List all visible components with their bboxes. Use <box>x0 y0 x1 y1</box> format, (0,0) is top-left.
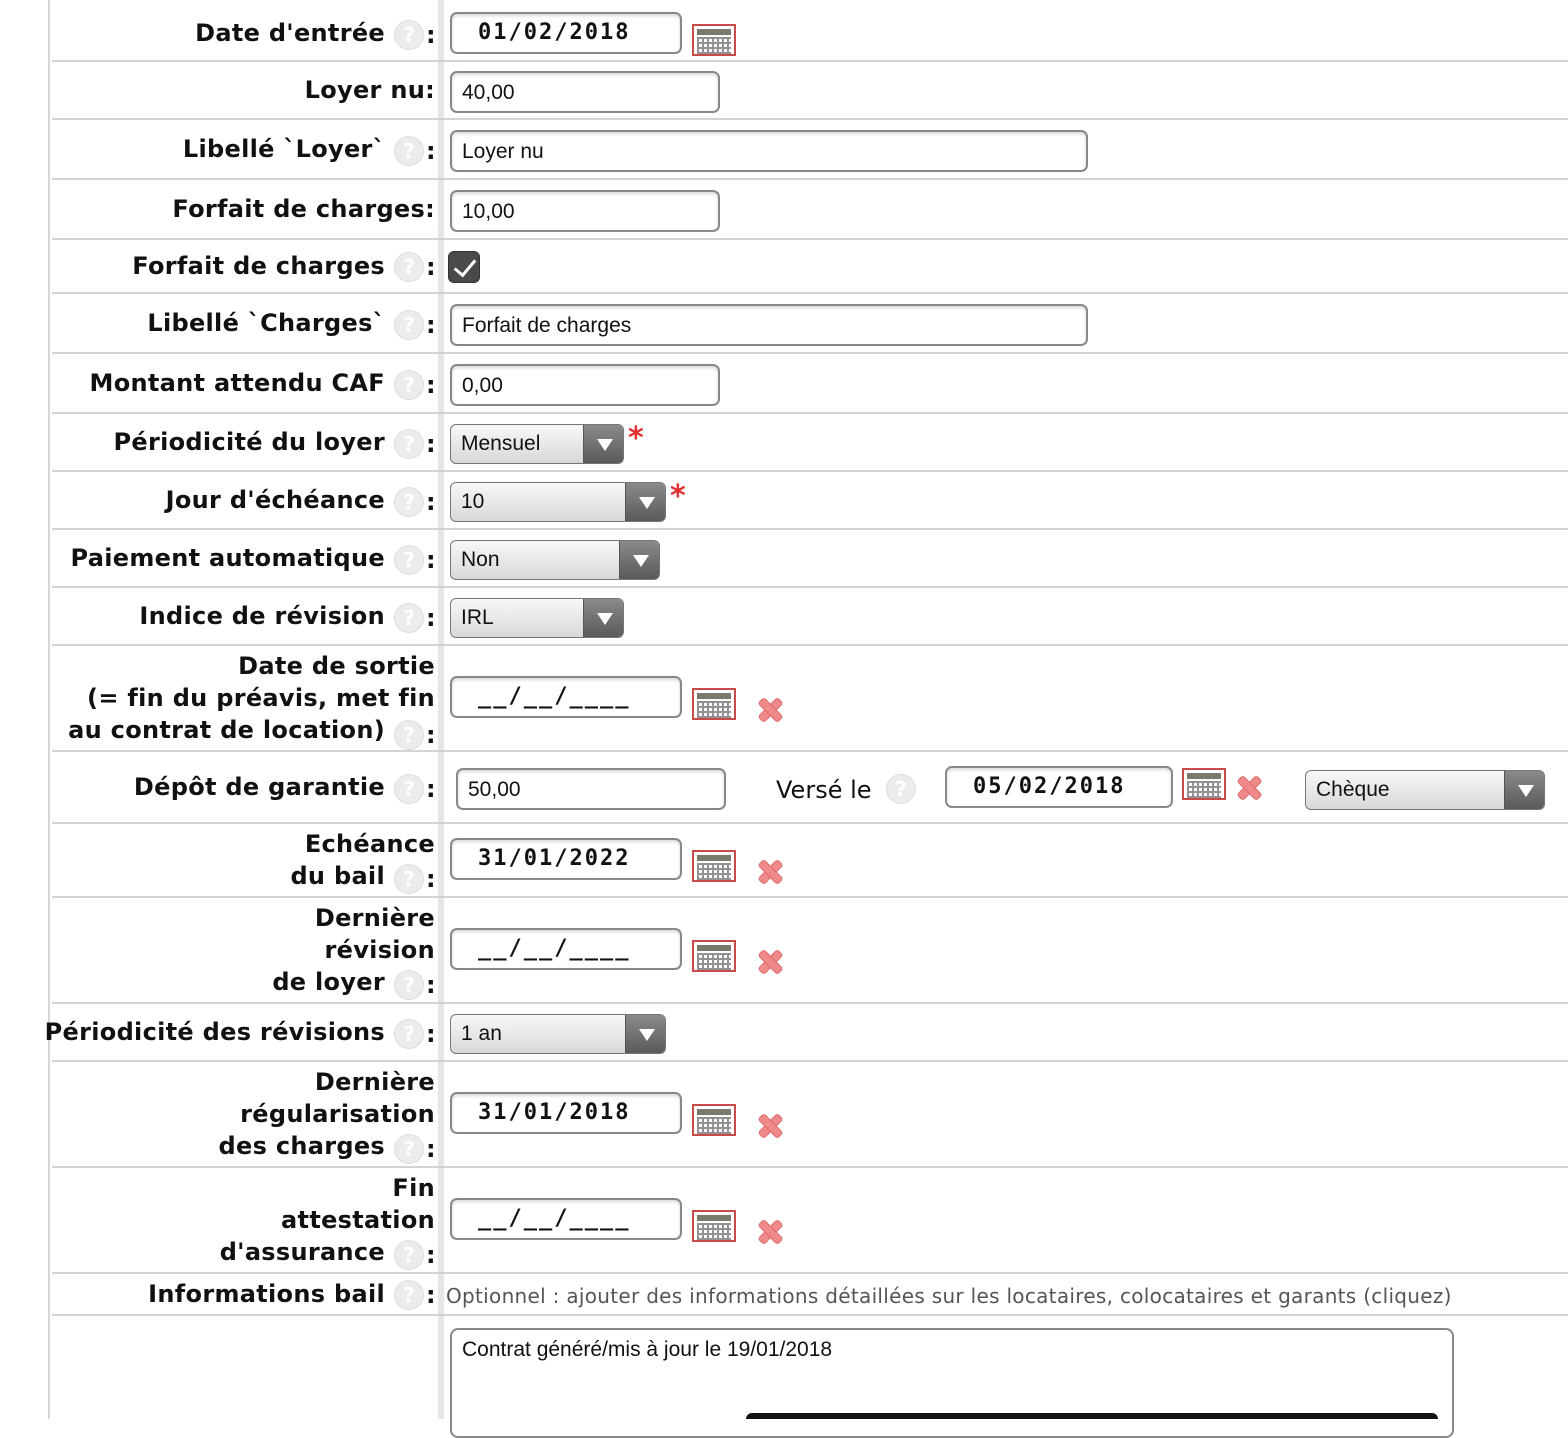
label-colon: : <box>426 865 436 893</box>
echeance-bail-input[interactable]: 31/01/2022 <box>450 838 682 880</box>
label-colon: : <box>426 488 436 516</box>
date-sortie-input[interactable]: __/__/____ <box>450 676 682 718</box>
row-fin-assurance <box>52 1168 1568 1274</box>
label-colon: : <box>426 775 436 803</box>
help-icon[interactable]: ? <box>394 20 424 50</box>
dropdown-arrow-icon <box>625 1015 665 1053</box>
row-derniere-revision <box>52 898 1568 1004</box>
label-libelle-charges: Libellé `Charges` <box>147 309 385 337</box>
help-icon[interactable]: ? <box>394 1134 424 1164</box>
label-colon: : <box>426 1020 436 1048</box>
label-jour-echeance: Jour d'échéance <box>165 486 385 514</box>
label-forfait-charges-montant: Forfait de charges: <box>172 195 435 223</box>
label-colon: : <box>426 137 436 165</box>
label-colon: : <box>426 721 436 749</box>
label-fin-assurance: Fin attestation d'assurance <box>219 1174 435 1266</box>
jour-echeance-select[interactable] <box>450 482 666 522</box>
label-colon: : <box>426 546 436 574</box>
help-icon[interactable]: ? <box>394 1280 424 1310</box>
help-icon[interactable]: ? <box>886 774 916 804</box>
label-colon: : <box>426 1241 436 1269</box>
row-forfait-charges-check <box>52 240 1568 294</box>
row-forfait-charges-montant <box>52 180 1568 240</box>
notes-text: Contrat généré/mis à jour le 19/01/2018 <box>462 1338 833 1361</box>
depot-garantie-input[interactable]: 50,00 <box>456 768 726 810</box>
label-colon: : <box>426 371 436 399</box>
derniere-revision-input[interactable]: __/__/____ <box>450 928 682 970</box>
paiement-auto-select[interactable] <box>450 540 660 580</box>
label-colon: : <box>426 1281 436 1309</box>
help-icon[interactable]: ? <box>394 603 424 633</box>
fin-assurance-input[interactable]: __/__/____ <box>450 1198 682 1240</box>
select-value: Mensuel <box>461 432 541 455</box>
label-periodicite-revisions: Périodicité des révisions <box>44 1018 385 1046</box>
help-icon[interactable]: ? <box>394 252 424 282</box>
label-libelle-loyer: Libellé `Loyer` <box>182 135 385 163</box>
row-date-entree <box>52 6 1568 62</box>
notes-textarea[interactable] <box>450 1328 1454 1438</box>
label-derniere-regul: Dernière régularisation des charges <box>218 1068 435 1160</box>
derniere-regul-input[interactable]: 31/01/2018 <box>450 1092 682 1134</box>
overlay-bar <box>746 1413 1438 1419</box>
montant-caf-input[interactable]: 0,00 <box>450 364 720 406</box>
forfait-charges-checkbox[interactable] <box>448 251 480 283</box>
calendar-icon[interactable] <box>692 688 736 720</box>
libelle-loyer-input[interactable]: Loyer nu <box>450 130 1088 172</box>
row-libelle-loyer <box>52 120 1568 180</box>
row-derniere-regul <box>52 1062 1568 1168</box>
clear-icon[interactable] <box>1235 774 1261 800</box>
row-periodicite-loyer <box>52 414 1568 472</box>
libelle-charges-input[interactable]: Forfait de charges <box>450 304 1088 346</box>
row-libelle-charges <box>52 294 1568 354</box>
clear-icon[interactable] <box>756 948 782 974</box>
row-informations-bail <box>52 1274 1568 1316</box>
left-border <box>48 0 50 1419</box>
label-colon: : <box>426 971 436 999</box>
calendar-icon[interactable] <box>692 850 736 882</box>
row-depot-garantie <box>52 752 1568 824</box>
help-icon[interactable]: ? <box>394 1019 424 1049</box>
help-icon[interactable]: ? <box>394 720 424 750</box>
calendar-icon[interactable] <box>1182 768 1226 800</box>
label-date-sortie: Date de sortie (= fin du préavis, met fin au contrat de location) <box>68 652 435 744</box>
help-icon[interactable]: ? <box>394 487 424 517</box>
row-jour-echeance <box>52 472 1568 530</box>
row-loyer-nu <box>52 62 1568 120</box>
verse-le-date-input[interactable]: 05/02/2018 <box>945 766 1173 808</box>
indice-revision-select[interactable] <box>450 598 624 638</box>
dropdown-arrow-icon <box>583 599 623 637</box>
label-colon: : <box>426 1135 436 1163</box>
row-periodicite-revisions <box>44 1004 1568 1062</box>
label-loyer-nu: Loyer nu: <box>304 76 435 104</box>
label-colon: : <box>426 311 436 339</box>
clear-icon[interactable] <box>756 1112 782 1138</box>
help-icon[interactable]: ? <box>394 429 424 459</box>
help-icon[interactable]: ? <box>394 1240 424 1270</box>
select-value: 1 an <box>461 1022 502 1045</box>
date-entree-input[interactable]: 01/02/2018 <box>450 12 682 54</box>
help-icon[interactable]: ? <box>394 970 424 1000</box>
calendar-icon[interactable] <box>692 1104 736 1136</box>
label-forfait-charges-check: Forfait de charges <box>132 252 385 280</box>
row-paiement-auto <box>52 530 1568 588</box>
calendar-icon[interactable] <box>692 24 736 56</box>
help-icon[interactable]: ? <box>394 370 424 400</box>
select-value: Chèque <box>1316 778 1390 801</box>
forfait-charges-input[interactable]: 10,00 <box>450 190 720 232</box>
clear-icon[interactable] <box>756 696 782 722</box>
label-colon: : <box>426 430 436 458</box>
label-montant-caf: Montant attendu CAF <box>89 369 385 397</box>
calendar-icon[interactable] <box>692 1210 736 1242</box>
help-icon[interactable]: ? <box>394 774 424 804</box>
label-indice-revision: Indice de révision <box>139 602 385 630</box>
loyer-nu-input[interactable]: 40,00 <box>450 71 720 113</box>
select-value: IRL <box>461 606 494 629</box>
label-colon: : <box>426 253 436 281</box>
row-montant-caf <box>52 354 1568 414</box>
verse-le-label: Versé le <box>776 776 872 804</box>
help-icon[interactable]: ? <box>394 310 424 340</box>
informations-bail-link[interactable]: Optionnel : ajouter des informations détaillées sur les locataires, colocataires et garants (cliquez) <box>446 1284 1452 1308</box>
label-derniere-revision: Dernière révision de loyer <box>272 904 435 996</box>
dropdown-arrow-icon <box>583 425 623 463</box>
select-value: 10 <box>461 490 485 513</box>
row-indice-revision <box>52 588 1568 646</box>
select-value: Non <box>461 548 500 571</box>
clear-icon[interactable] <box>756 1218 782 1244</box>
periodicite-loyer-select[interactable] <box>450 424 624 464</box>
help-icon[interactable]: ? <box>394 136 424 166</box>
dropdown-arrow-icon <box>1504 771 1544 809</box>
label-paiement-auto: Paiement automatique <box>70 544 385 572</box>
required-marker: * <box>670 479 686 514</box>
row-date-sortie <box>52 646 1568 752</box>
dropdown-arrow-icon <box>619 541 659 579</box>
clear-icon[interactable] <box>756 858 782 884</box>
label-echeance-bail: Echéance du bail <box>290 830 435 890</box>
label-informations-bail: Informations bail <box>148 1280 385 1308</box>
label-depot-garantie: Dépôt de garantie <box>133 773 385 801</box>
row-echeance-bail <box>52 824 1568 898</box>
dropdown-arrow-icon <box>625 483 665 521</box>
label-colon: : <box>426 604 436 632</box>
periodicite-revisions-select[interactable] <box>450 1014 666 1054</box>
help-icon[interactable]: ? <box>394 864 424 894</box>
calendar-icon[interactable] <box>692 940 736 972</box>
label-date-entree: Date d'entrée <box>195 19 385 47</box>
label-colon: : <box>426 21 436 49</box>
mode-paiement-select[interactable] <box>1305 770 1545 810</box>
label-periodicite-loyer: Périodicité du loyer <box>113 428 385 456</box>
required-marker: * <box>628 421 644 456</box>
help-icon[interactable]: ? <box>394 545 424 575</box>
